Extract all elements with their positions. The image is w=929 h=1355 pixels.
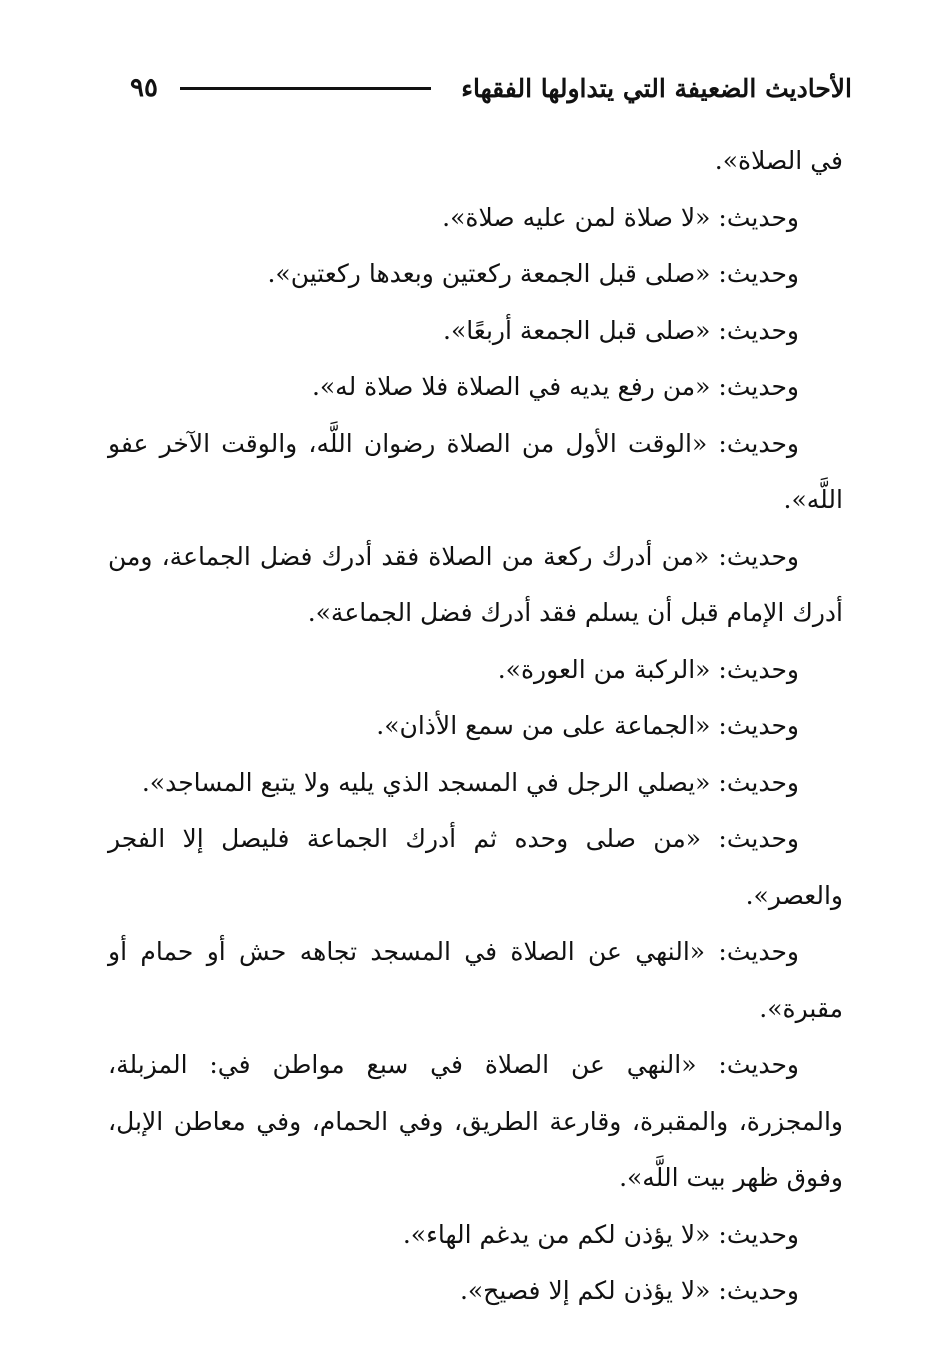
page-header: [130, 68, 852, 108]
page-body: [108, 133, 843, 1320]
hadith-paragraph: وحديث: «الركبة من العورة».: [497, 654, 799, 684]
hadith-paragraph: وحديث: «لا صلاة لمن عليه صلاة».: [442, 202, 799, 232]
hadith-paragraph: وحديث: «النهي عن الصلاة في سبع مواطن في: المزبلة، والمجزرة، والمقبرة، وقارعة الطريق، وفي الحمام، وفي معاطن الإبل، وفوق ظهر بيت اللَّه».: [108, 1050, 843, 1192]
hadith-paragraph: وحديث: «الجماعة على من سمع الأذان».: [376, 711, 799, 740]
running-title: الأحاديث الضعيفة التي يتداولها الفقهاء: [461, 73, 852, 103]
hadith-paragraph: وحديث: «لا يؤذن لكم من يدغم الهاء».: [402, 1219, 799, 1249]
paragraph-continuation: في الصلاة».: [714, 146, 843, 175]
hadith-paragraph: وحديث: «صلى قبل الجمعة ركعتين وبعدها ركعتين».: [267, 259, 799, 288]
hadith-paragraph: وحديث: «يصلي الرجل في المسجد الذي يليه ولا يتبع المساجد».: [141, 767, 799, 797]
hadith-paragraph: وحديث: «من صلى وحده ثم أدرك الجماعة فليصل إلا الفجر والعصر».: [108, 824, 843, 910]
hadith-paragraph: وحديث: «من أدرك ركعة من الصلاة فقد أدرك فضل الجماعة، ومن أدرك الإمام قبل أن يسلم فقد أدرك فضل الجماعة».: [108, 541, 843, 627]
hadith-paragraph: وحديث: «النهي عن الصلاة في المسجد تجاهه حش أو حمام أو مقبرة».: [108, 937, 843, 1023]
header-rule: [180, 87, 431, 90]
page-number: ٩٥: [130, 73, 158, 103]
hadith-paragraph: وحديث: «من رفع يديه في الصلاة فلا صلاة له».: [311, 372, 799, 401]
hadith-paragraph: وحديث: «الوقت الأول من الصلاة رضوان اللَّه، والوقت الآخر عفو اللَّه».: [108, 428, 843, 514]
hadith-paragraph: وحديث: «صلى قبل الجمعة أربعًا».: [443, 315, 799, 345]
hadith-paragraph: وحديث: «لا يؤذن لكم إلا فصيح».: [459, 1276, 799, 1305]
